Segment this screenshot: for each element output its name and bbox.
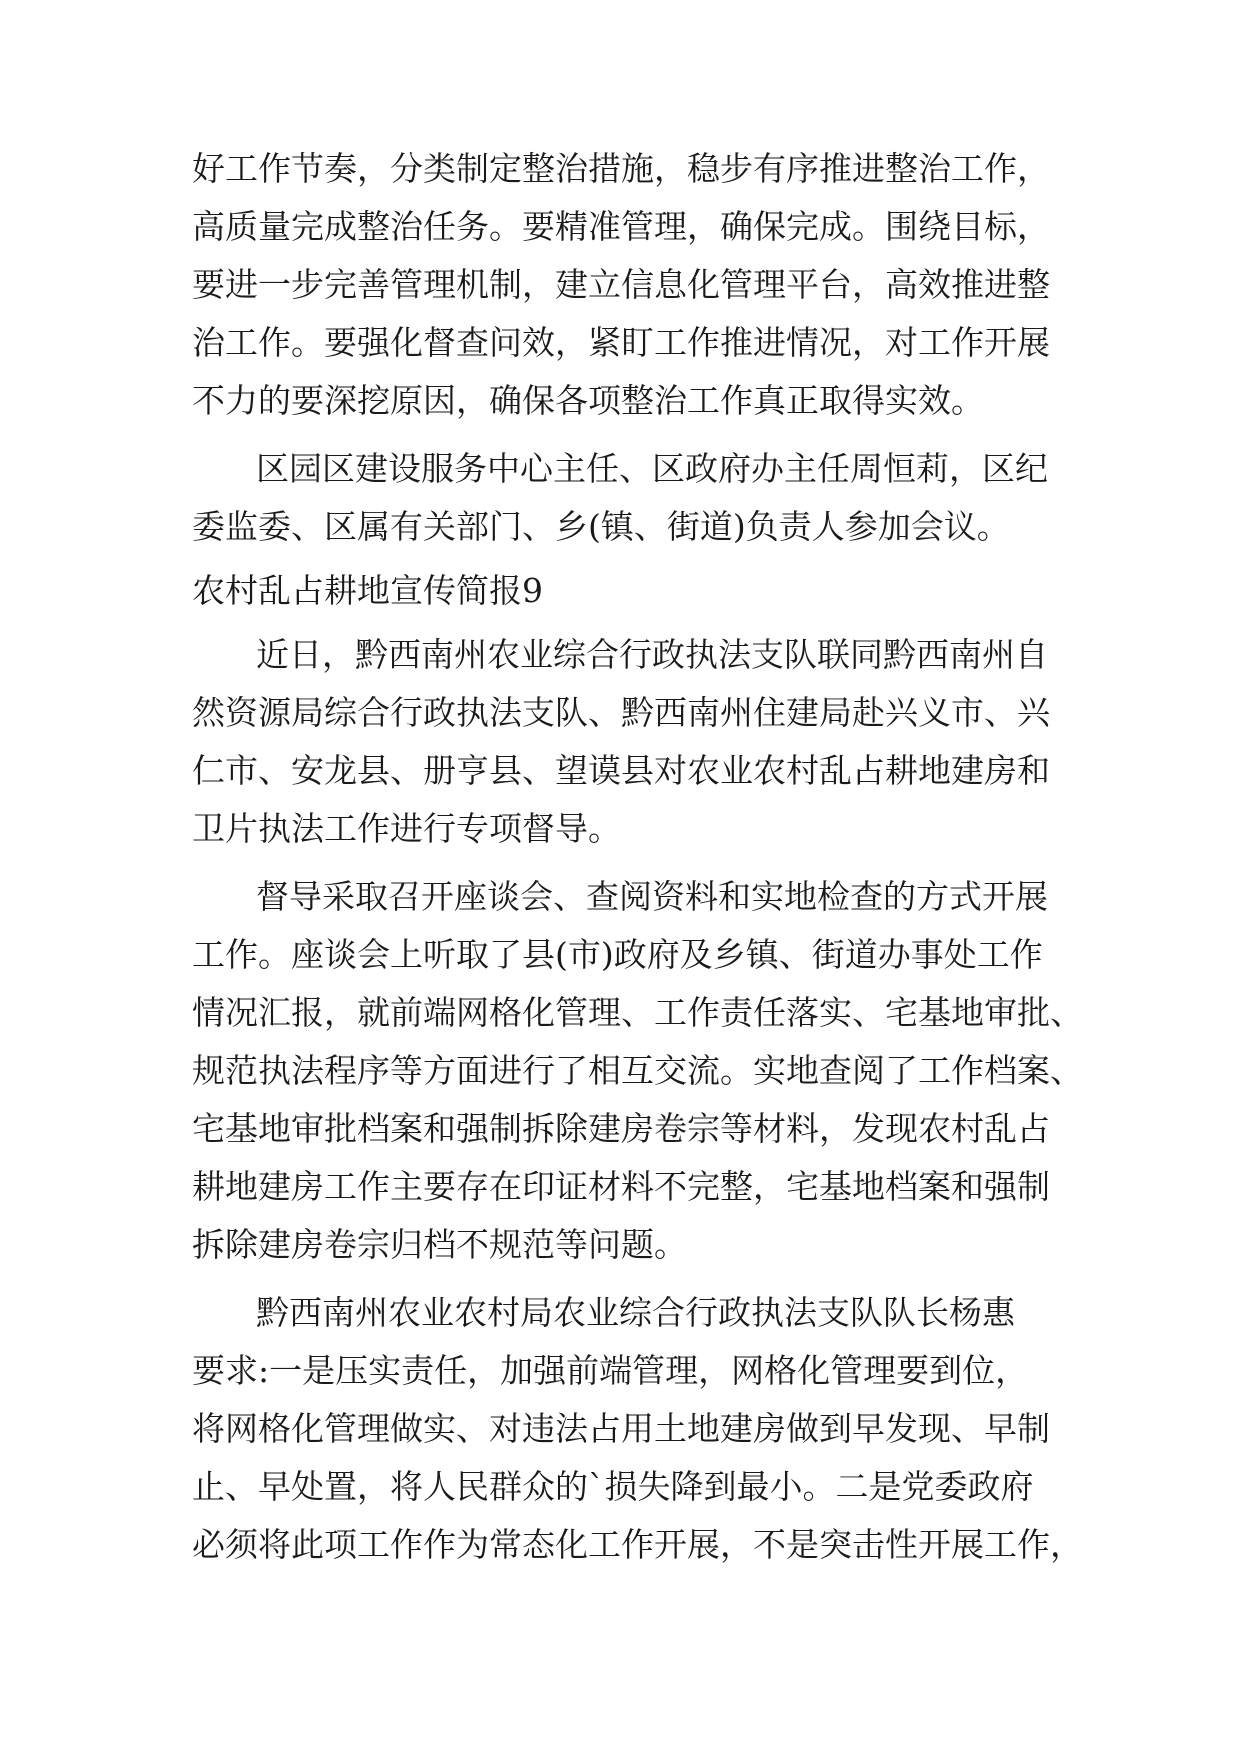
text-line: 近日，黔西南州农业综合行政执法支队联同黔西南州自 xyxy=(256,635,1048,674)
text-line: 拆除建房卷宗归档不规范等问题。 xyxy=(192,1225,687,1264)
text-line: 要进一步完善管理机制，建立信息化管理平台，高效推进整 xyxy=(192,265,1050,304)
text-line: 督导采取召开座谈会、查阅资料和实地检查的方式开展 xyxy=(256,877,1048,916)
text-line: 规范执法程序等方面进行了相互交流。实地查阅了工作档案、 xyxy=(192,1051,1083,1090)
text-line: 必须将此项工作作为常态化工作开展，不是突击性开展工作， xyxy=(192,1525,1083,1564)
text-line: 止、早处置，将人民群众的`损失降到最小。二是党委政府 xyxy=(192,1467,1034,1506)
text-line: 好工作节奏，分类制定整治措施，稳步有序推进整治工作， xyxy=(192,149,1050,188)
text-line: 黔西南州农业农村局农业综合行政执法支队队长杨惠 xyxy=(256,1293,1015,1332)
text-line: 高质量完成整治任务。要精准管理，确保完成。围绕目标， xyxy=(192,207,1050,246)
text-line: 将网格化管理做实、对违法占用土地建房做到早发现、早制 xyxy=(192,1409,1050,1448)
text-line: 然资源局综合行政执法支队、黔西南州住建局赴兴义市、兴 xyxy=(192,693,1050,732)
text-line: 卫片执法工作进行专项督导。 xyxy=(192,809,621,848)
text-line: 仁市、安龙县、册亨县、望谟县对农业农村乱占耕地建房和 xyxy=(192,751,1050,790)
text-line: 工作。座谈会上听取了县(市)政府及乡镇、街道办事处工作 xyxy=(192,935,1043,974)
text-line: 宅基地审批档案和强制拆除建房卷宗等材料，发现农村乱占 xyxy=(192,1109,1050,1148)
section-heading: 农村乱占耕地宣传简报9 xyxy=(192,571,543,610)
text-line: 委监委、区属有关部门、乡(镇、街道)负责人参加会议。 xyxy=(192,507,1010,546)
text-line: 治工作。要强化督查问效，紧盯工作推进情况，对工作开展 xyxy=(192,323,1050,362)
text-line: 耕地建房工作主要存在印证材料不完整，宅基地档案和强制 xyxy=(192,1167,1050,1206)
text-line: 不力的要深挖原因，确保各项整治工作真正取得实效。 xyxy=(192,381,984,420)
text-line: 区园区建设服务中心主任、区政府办主任周恒莉，区纪 xyxy=(256,449,1048,488)
text-line: 要求:一是压实责任，加强前端管理，网格化管理要到位， xyxy=(192,1351,1029,1390)
text-line: 情况汇报，就前端网格化管理、工作责任落实、宅基地审批、 xyxy=(192,993,1083,1032)
